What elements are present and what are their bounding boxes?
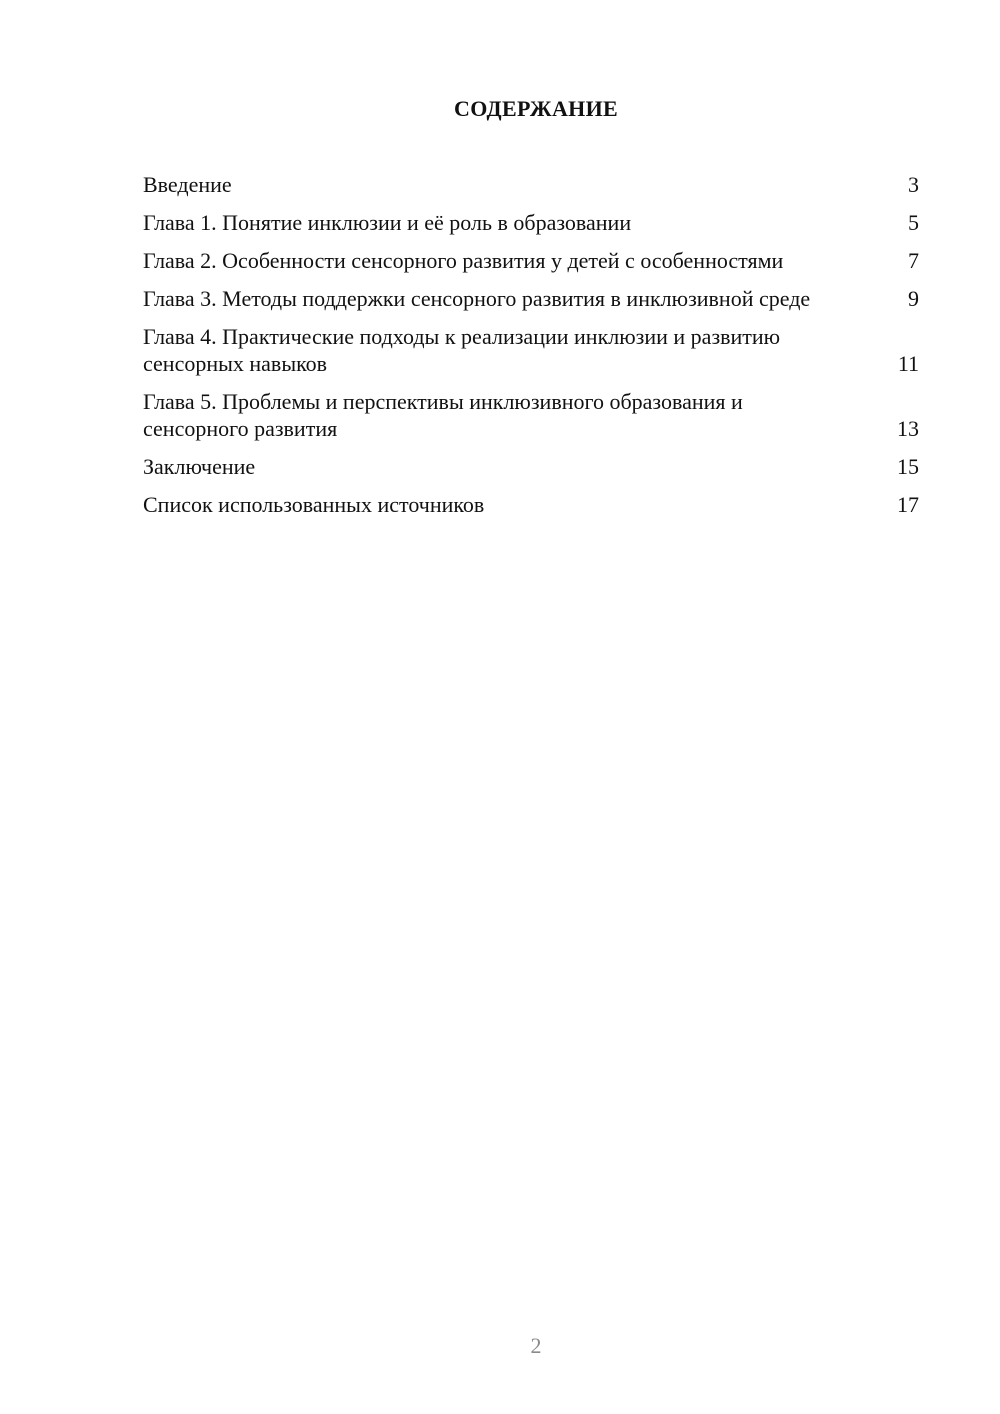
toc-entry-title: Глава 5. Проблемы и перспективы инклюзивного образования и сенсорного развития (143, 389, 743, 441)
toc-entry-title: Глава 1. Понятие инклюзии и её роль в образовании (143, 210, 632, 235)
toc-entry-page: 11 (897, 351, 919, 376)
toc-entry-conclusion (143, 453, 919, 480)
toc-entry-page: 5 (908, 210, 919, 235)
toc-entry-page: 17 (897, 492, 919, 517)
toc-entry-chapter-1 (143, 209, 919, 236)
page-number: 2 (530, 1333, 542, 1358)
toc-entry-chapter-2 (143, 247, 919, 274)
toc-entry-chapter-5 (143, 388, 919, 442)
toc-entry-title: Список использованных источников (143, 492, 485, 517)
toc-entry-page: 13 (897, 416, 919, 441)
page-title: СОДЕРЖАНИЕ (454, 96, 618, 121)
toc-entry-references (143, 491, 919, 518)
toc-entry-title: Заключение (143, 454, 256, 479)
toc-entry-title: Глава 3. Методы поддержки сенсорного развития в инклюзивной среде (143, 286, 811, 311)
toc-entry-page: 7 (908, 248, 919, 273)
table-of-contents (143, 171, 919, 529)
toc-entry-chapter-3 (143, 285, 919, 312)
toc-entry-title: Глава 4. Практические подходы к реализации инклюзии и развитию сенсорных навыков (143, 324, 781, 376)
toc-entry-page: 9 (908, 286, 919, 311)
toc-entry-introduction (143, 171, 919, 198)
toc-entry-page: 15 (897, 454, 919, 479)
toc-entry-title: Введение (143, 172, 232, 197)
toc-entry-chapter-4 (143, 323, 919, 377)
toc-entry-page: 3 (908, 172, 919, 197)
toc-entry-title: Глава 2. Особенности сенсорного развития у детей с особенностями (143, 248, 784, 273)
